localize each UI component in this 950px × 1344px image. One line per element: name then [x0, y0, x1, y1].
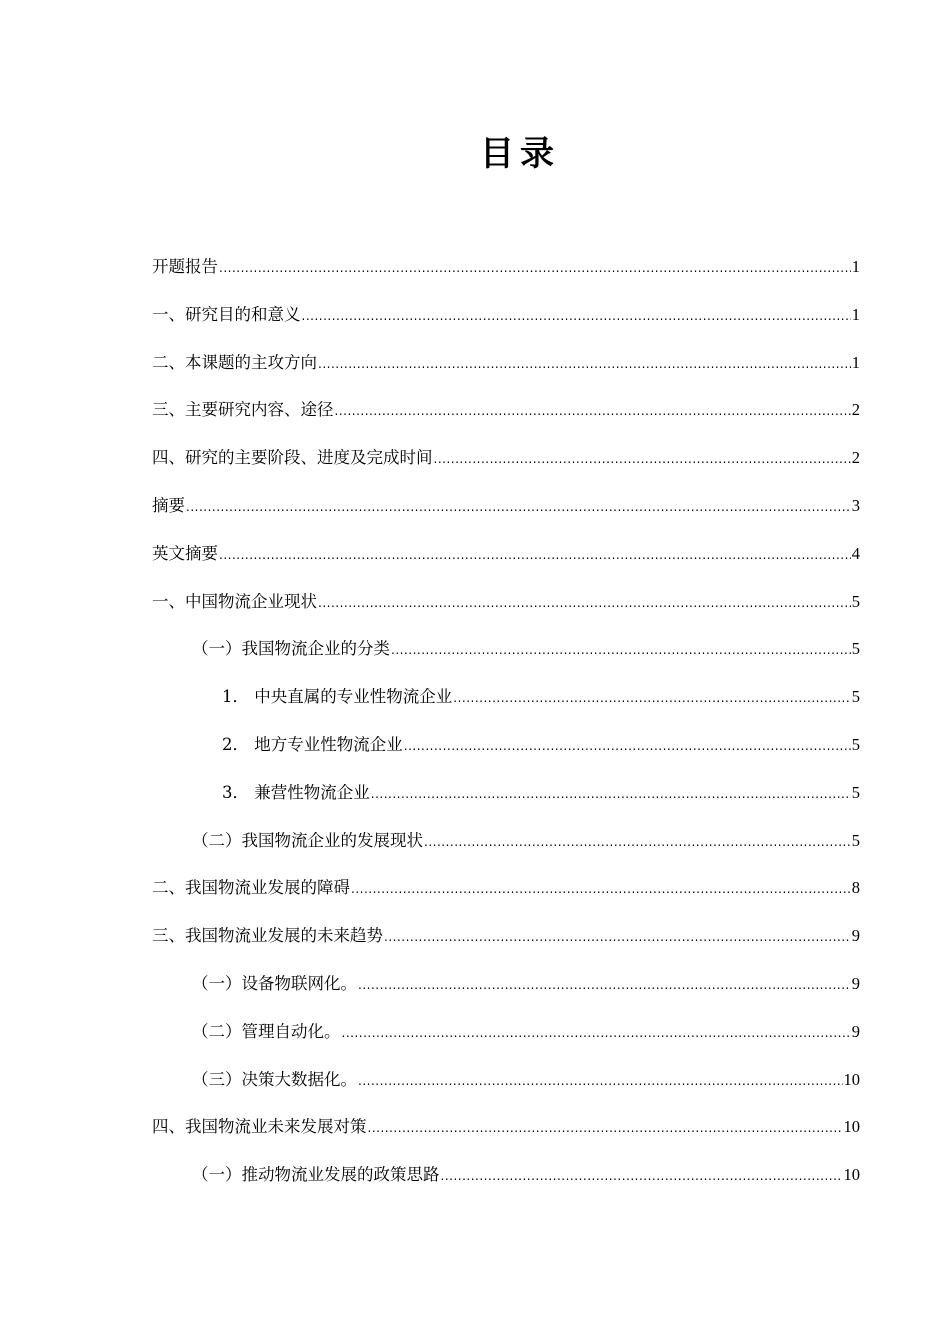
toc-page-number: 4 [851, 543, 860, 563]
toc-dot-leader [358, 966, 851, 1004]
toc-dot-leader [318, 584, 851, 622]
toc-page-number: 9 [851, 926, 860, 946]
toc-page-number: 5 [851, 734, 860, 754]
toc-entry-text: 3． 兼营性物流企业 [222, 782, 370, 802]
toc-entry[interactable] [152, 248, 860, 296]
toc-entry[interactable] [152, 1013, 860, 1061]
toc-entry-text: 英文摘要 [152, 543, 218, 563]
toc-dot-leader [453, 679, 851, 717]
toc-entry[interactable] [152, 487, 860, 535]
toc-entry[interactable] [152, 822, 860, 870]
toc-dot-leader [302, 297, 851, 335]
toc-page-number: 9 [851, 1021, 860, 1041]
toc-entry-text: 四、研究的主要阶段、进度及完成时间 [152, 448, 433, 468]
toc-page-number: 9 [851, 973, 860, 993]
toc-page-number: 1 [851, 352, 860, 372]
toc-entry-text: 三、我国物流业发展的未来趋势 [152, 926, 383, 946]
toc-entry[interactable] [152, 1061, 860, 1109]
toc-dot-leader [368, 1109, 843, 1147]
toc-dot-leader [335, 392, 851, 430]
toc-entry[interactable] [152, 917, 860, 965]
toc-page-number: 5 [851, 591, 860, 611]
toc-dot-leader [318, 345, 851, 383]
toc-dot-leader [371, 775, 851, 813]
toc-entry[interactable] [152, 678, 860, 726]
toc-entry-text: 1． 中央直属的专业性物流企业 [222, 687, 453, 707]
toc-entry-text: 一、中国物流企业现状 [152, 591, 317, 611]
toc-page-number: 5 [851, 782, 860, 802]
toc-entry-text: 二、我国物流业发展的障碍 [152, 878, 350, 898]
toc-dot-leader [384, 918, 851, 956]
toc-dot-leader [351, 870, 851, 908]
toc-entry[interactable] [152, 965, 860, 1013]
toc-entry[interactable] [152, 391, 860, 439]
toc-entry[interactable] [152, 1108, 860, 1156]
toc-entry[interactable] [152, 439, 860, 487]
toc-entry-text: 摘要 [152, 495, 185, 515]
toc-dot-leader [342, 1014, 851, 1052]
toc-dot-leader [219, 536, 851, 574]
toc-entry[interactable] [152, 869, 860, 917]
toc-page-number: 10 [843, 1069, 860, 1089]
toc-entry-text: 一、研究目的和意义 [152, 304, 301, 324]
toc-page-number: 3 [851, 495, 860, 515]
toc-entry[interactable] [152, 726, 860, 774]
toc-entry[interactable] [152, 583, 860, 631]
toc-dot-leader [219, 249, 851, 287]
toc-dot-leader [404, 727, 851, 765]
toc-entry-text: （二）管理自动化。 [192, 1021, 341, 1041]
toc-page-number: 5 [851, 687, 860, 707]
toc-dot-leader [358, 1062, 843, 1100]
toc-page-number: 5 [851, 639, 860, 659]
toc-dot-leader [186, 488, 851, 526]
toc-entry-text: 2． 地方专业性物流企业 [222, 734, 403, 754]
toc-page-number: 1 [851, 304, 860, 324]
toc-entry[interactable] [152, 774, 860, 822]
toc-entry[interactable] [152, 344, 860, 392]
toc-entry-text: （二）我国物流企业的发展现状 [192, 830, 423, 850]
toc-dot-leader [424, 823, 851, 861]
toc-page-number: 2 [851, 400, 860, 420]
toc-page-number: 5 [851, 830, 860, 850]
toc-dot-leader [391, 631, 851, 669]
toc-page-number: 10 [843, 1117, 860, 1137]
toc-entry-text: 二、本课题的主攻方向 [152, 352, 317, 372]
toc-page-number: 2 [851, 448, 860, 468]
toc-entry-text: 三、主要研究内容、途径 [152, 400, 334, 420]
toc-page-number: 8 [851, 878, 860, 898]
toc-dot-leader [434, 440, 851, 478]
toc-entry-text: 四、我国物流业未来发展对策 [152, 1117, 367, 1137]
toc-entry[interactable] [152, 296, 860, 344]
toc-entry[interactable] [152, 630, 860, 678]
toc-entry-text: （一）我国物流企业的分类 [192, 639, 390, 659]
toc-page-number: 10 [843, 1165, 860, 1185]
table-of-contents [152, 248, 860, 1204]
toc-entry-text: 开题报告 [152, 257, 218, 276]
toc-entry[interactable] [152, 1156, 860, 1204]
toc-page-number: 1 [851, 257, 860, 276]
toc-entry-text: （三）决策大数据化。 [192, 1069, 357, 1089]
toc-dot-leader [441, 1157, 843, 1195]
toc-entry-text: （一）推动物流业发展的政策思路 [192, 1165, 440, 1185]
toc-entry-text: （一）设备物联网化。 [192, 973, 357, 993]
page-title: 目录 [480, 134, 560, 174]
toc-entry[interactable] [152, 535, 860, 583]
